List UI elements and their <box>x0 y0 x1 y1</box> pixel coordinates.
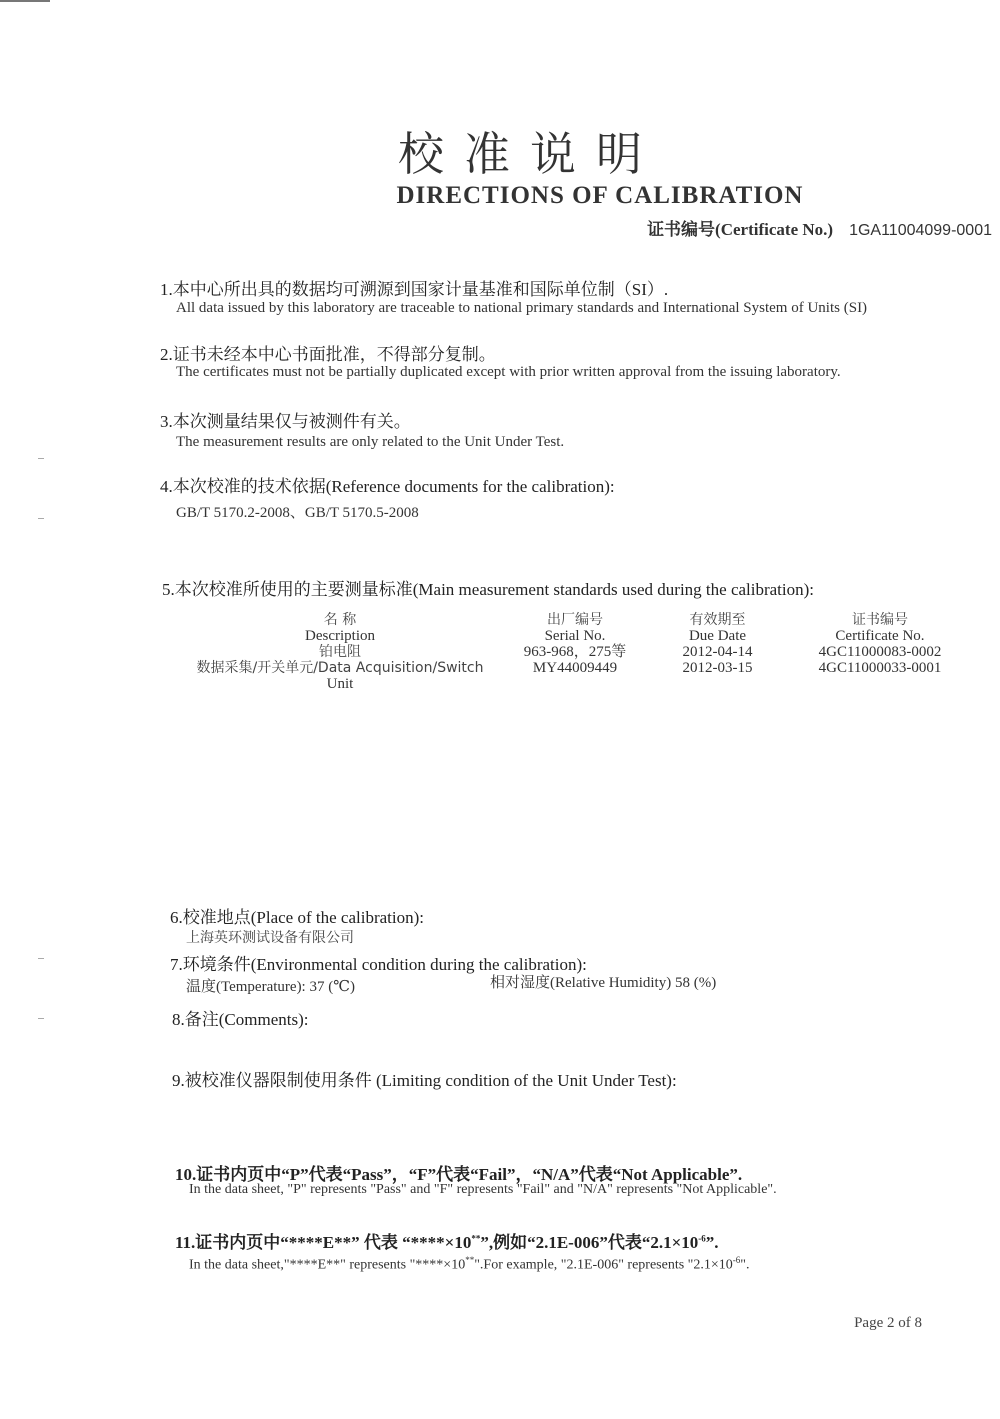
item-11-en-a: In the data sheet,"****E**" represents "****×10 <box>189 1257 466 1273</box>
header-name-cn: 名 称 <box>323 612 357 628</box>
row-2-serial: MY44009449 <box>532 660 618 676</box>
item-1-cn: 1.本中心所出具的数据均可溯源到国家计量基准和国际单位制（SI）. <box>160 280 669 299</box>
item-11-cn-a: 11.证书内页中“****E**” 代表 “****×10 <box>175 1233 472 1252</box>
item-11-cn-sup2: -6 <box>698 1233 706 1244</box>
item-6-place: 上海英环测试设备有限公司 <box>186 930 354 946</box>
item-10-en: In the data sheet, "P" represents "Pass" and "F" represents "Fail" and "N/A" represents "Not Applicable". <box>189 1182 777 1197</box>
item-11-en-sup2: -6 <box>732 1255 741 1265</box>
scan-dot <box>38 1018 44 1019</box>
header-cert-cn: 证书编号 <box>852 612 908 628</box>
scan-dot <box>38 518 44 519</box>
item-11-en-c: ". <box>740 1257 750 1273</box>
item-7-cn: 7.环境条件(Environmental condition during the calibration): <box>170 955 587 974</box>
item-5-cn: 5.本次校准所使用的主要测量标准(Main measurement standards used during the calibration): <box>162 580 815 599</box>
page-title-en: DIRECTIONS OF CALIBRATION <box>396 182 804 209</box>
row-2-name-text: 数据采集/开关单元/Data Acquisition/Switch <box>196 660 484 676</box>
row-2-cert: 4GC11000033-0001 <box>818 660 942 676</box>
header-serial-cn: 出厂编号 <box>547 612 603 628</box>
item-11-cn <box>175 1228 719 1253</box>
item-4-cn: 4.本次校准的技术依据(Reference documents for the calibration): <box>160 477 615 496</box>
row-1-name: 铂电阻 <box>319 644 361 660</box>
page-title-cn: 校准说明 <box>398 127 662 181</box>
item-11-cn-sup: ** <box>471 1233 481 1244</box>
col-description <box>180 612 500 692</box>
col-due-date <box>660 612 775 676</box>
item-7-temperature: 温度(Temperature): 37 (℃) <box>186 979 355 995</box>
row-1-cert: 4GC11000083-0002 <box>818 644 942 660</box>
item-3-en: The measurement results are only related to the Unit Under Test. <box>176 434 565 450</box>
page-number: Page 2 of 8 <box>854 1315 922 1331</box>
header-due-en: Due Date <box>688 628 747 644</box>
scan-dot <box>38 458 44 459</box>
col-serial <box>510 612 640 676</box>
item-8-cn: 8.备注(Comments): <box>172 1010 309 1029</box>
header-name-en: Description <box>305 628 375 644</box>
item-7-humidity: 相对湿度(Relative Humidity) 58 (%) <box>490 975 717 991</box>
certificate-number <box>647 215 992 240</box>
item-2-en: The certificates must not be partially duplicated except with prior written approval from the issuing laboratory. <box>176 364 841 380</box>
header-due-cn: 有效期至 <box>689 612 746 628</box>
item-4-reference: GB/T 5170.2-2008、GB/T 5170.5-2008 <box>176 505 419 521</box>
item-11-cn-c: ”. <box>705 1233 719 1252</box>
row-2-name-cont: Unit <box>326 676 354 692</box>
header-serial-en: Serial No. <box>544 628 606 644</box>
item-3-cn: 3.本次测量结果仅与被测件有关。 <box>160 412 411 431</box>
item-11-en <box>189 1255 750 1274</box>
certificate-label: 证书编号(Certificate No.) <box>647 220 834 239</box>
item-10-cn: 10.证书内页中“P”代表“Pass”，“F”代表“Fail”，“N/A”代表“Not Applicable”. <box>175 1165 743 1184</box>
scan-dot <box>38 958 44 959</box>
row-1-serial: 963-968，275等 <box>523 644 627 660</box>
item-2-cn: 2.证书未经本中心书面批准，不得部分复制。 <box>160 345 496 364</box>
item-11-cn-b: ”,例如“2.1E-006”代表“2.1×10 <box>480 1233 699 1252</box>
row-1-due: 2012-04-14 <box>682 644 753 660</box>
row-2-name <box>180 660 500 676</box>
header-cert-en: Certificate No. <box>835 628 925 644</box>
certificate-value: 1GA11004099-0001 <box>849 222 992 239</box>
item-6-cn: 6.校准地点(Place of the calibration): <box>170 908 424 927</box>
col-certificate <box>800 612 960 676</box>
item-11-en-b: ".For example, "2.1E-006" represents "2.1×10 <box>474 1257 733 1273</box>
item-1-en: All data issued by this laboratory are traceable to national primary standards and International System of Units (SI) <box>176 300 868 316</box>
row-2-due: 2012-03-15 <box>682 660 753 676</box>
item-11-en-sup: ** <box>465 1255 475 1265</box>
scan-mark <box>0 0 50 2</box>
item-9-cn: 9.被校准仪器限制使用条件 (Limiting condition of the Unit Under Test): <box>172 1071 677 1090</box>
